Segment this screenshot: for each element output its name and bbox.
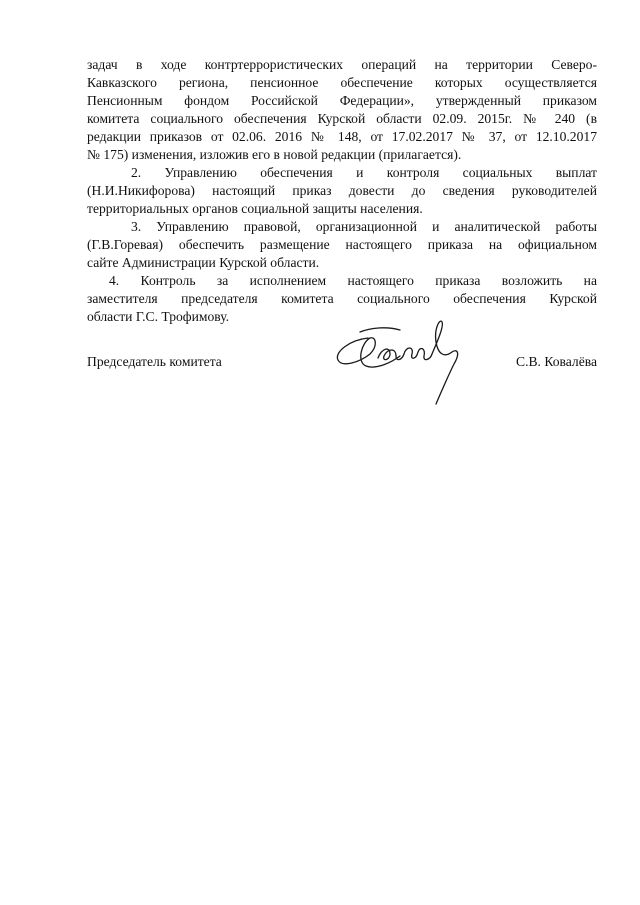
paragraph-1	[87, 56, 597, 164]
paragraph-line: области Г.С. Трофимову.	[87, 309, 230, 324]
paragraph-line: № 175) изменения, изложив его в новой редакции (прилагается).	[87, 147, 462, 162]
paragraph-line: (Н.И.Никифорова) настоящий приказ довести до сведения руководителей	[87, 183, 597, 198]
paragraph-line: сайте Администрации Курской области.	[87, 255, 320, 270]
paragraph-line: 3. Управлению правовой, организационной и аналитической работы	[131, 219, 597, 234]
document-body	[87, 56, 597, 326]
signatory-title: Председатель комитета	[87, 354, 222, 369]
paragraph-line: заместителя председателя комитета социального обеспечения Курской	[87, 291, 597, 306]
paragraph-3	[87, 218, 597, 272]
paragraph-line: территориальных органов социальной защиты населения.	[87, 201, 423, 216]
handwritten-signature	[330, 318, 480, 408]
paragraph-line: 4. Контроль за исполнением настоящего приказа возложить на	[109, 273, 597, 288]
paragraph-line: 2. Управлению обеспечения и контроля социальных выплат	[131, 165, 597, 180]
paragraph-line: Пенсионным фондом Российской Федерации», утвержденный приказом	[87, 93, 597, 108]
paragraph-2	[87, 164, 597, 218]
signatory-name: С.В. Ковалёва	[516, 354, 597, 369]
paragraph-line: задач в ходе контртеррористических операций на территории Северо-	[87, 57, 597, 72]
paragraph-line: Кавказского региона, пенсионное обеспечение которых осуществляется	[87, 75, 597, 90]
paragraph-line: (Г.В.Горевая) обеспечить размещение настоящего приказа на официальном	[87, 237, 597, 252]
paragraph-line: комитета социального обеспечения Курской области 02.09. 2015г. № 240 (в	[87, 111, 597, 126]
paragraph-line: редакции приказов от 02.06. 2016 № 148, от 17.02.2017 № 37, от 12.10.2017	[87, 129, 597, 144]
